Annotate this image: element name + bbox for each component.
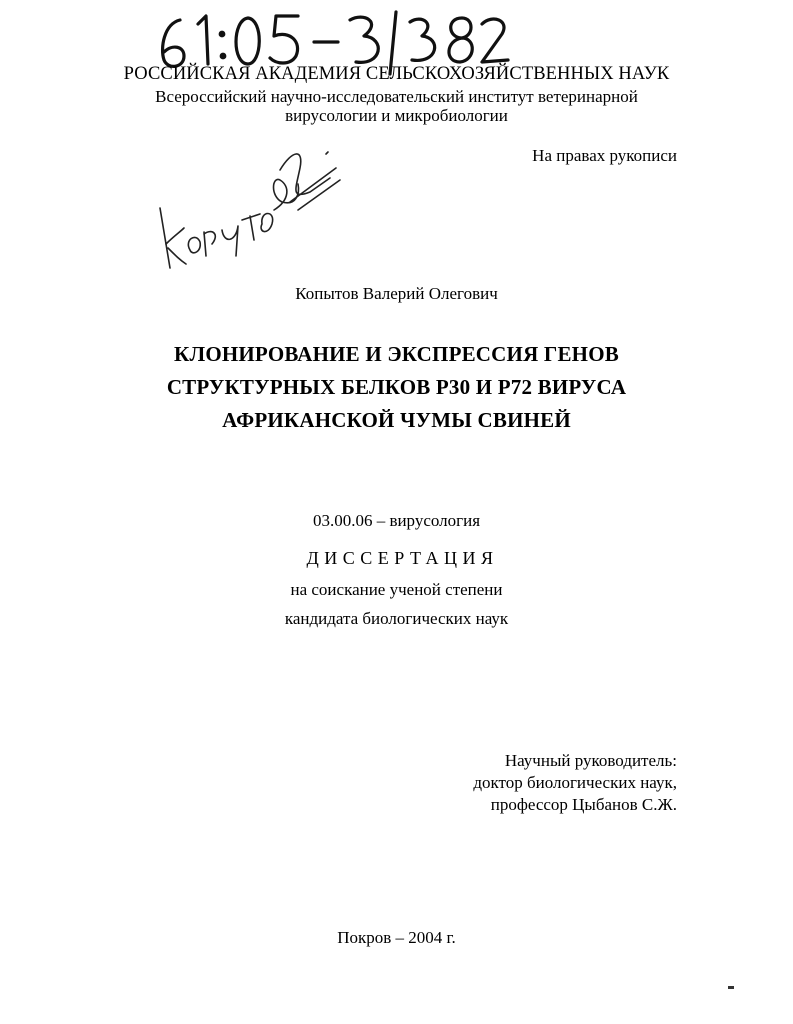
supervisor-degree: доктор биологических наук, (473, 773, 677, 792)
supervisor-name: профессор Цыбанов С.Ж. (490, 795, 677, 814)
dissertation-title-line-1: КЛОНИРОВАНИЕ И ЭКСПРЕССИЯ ГЕНОВ (174, 342, 619, 366)
institute-name-line-1: Всероссийский научно-исследовательский институт ветеринарной (155, 87, 638, 106)
dissertation-title-line-3: АФРИКАНСКОЙ ЧУМЫ СВИНЕЙ (222, 408, 571, 432)
specialty-code: 03.00.06 – вирусология (312, 511, 481, 530)
degree-line-1: на соискание ученой степени (290, 580, 503, 599)
supervisor-block (473, 750, 677, 816)
place-and-year: Покров – 2004 г. (337, 928, 456, 947)
author-name: Копытов Валерий Олегович (295, 284, 498, 303)
handwritten-signature (140, 140, 350, 280)
academy-name: РОССИЙСКАЯ АКАДЕМИЯ СЕЛЬСКОХОЗЯЙСТВЕННЫХ НАУК (123, 64, 670, 84)
degree-line-2: кандидата биологических наук (284, 609, 509, 628)
scan-speck (728, 986, 734, 989)
supervisor-label: Научный руководитель: (504, 751, 677, 770)
dissertation-title-line-2: СТРУКТУРНЫХ БЕЛКОВ Р30 И Р72 ВИРУСА (166, 375, 627, 399)
institute-name-line-2: вирусологии и микробиологии (285, 106, 508, 125)
work-type: ДИССЕРТАЦИЯ (306, 548, 499, 568)
manuscript-rights-note: На правах рукописи (532, 146, 677, 165)
